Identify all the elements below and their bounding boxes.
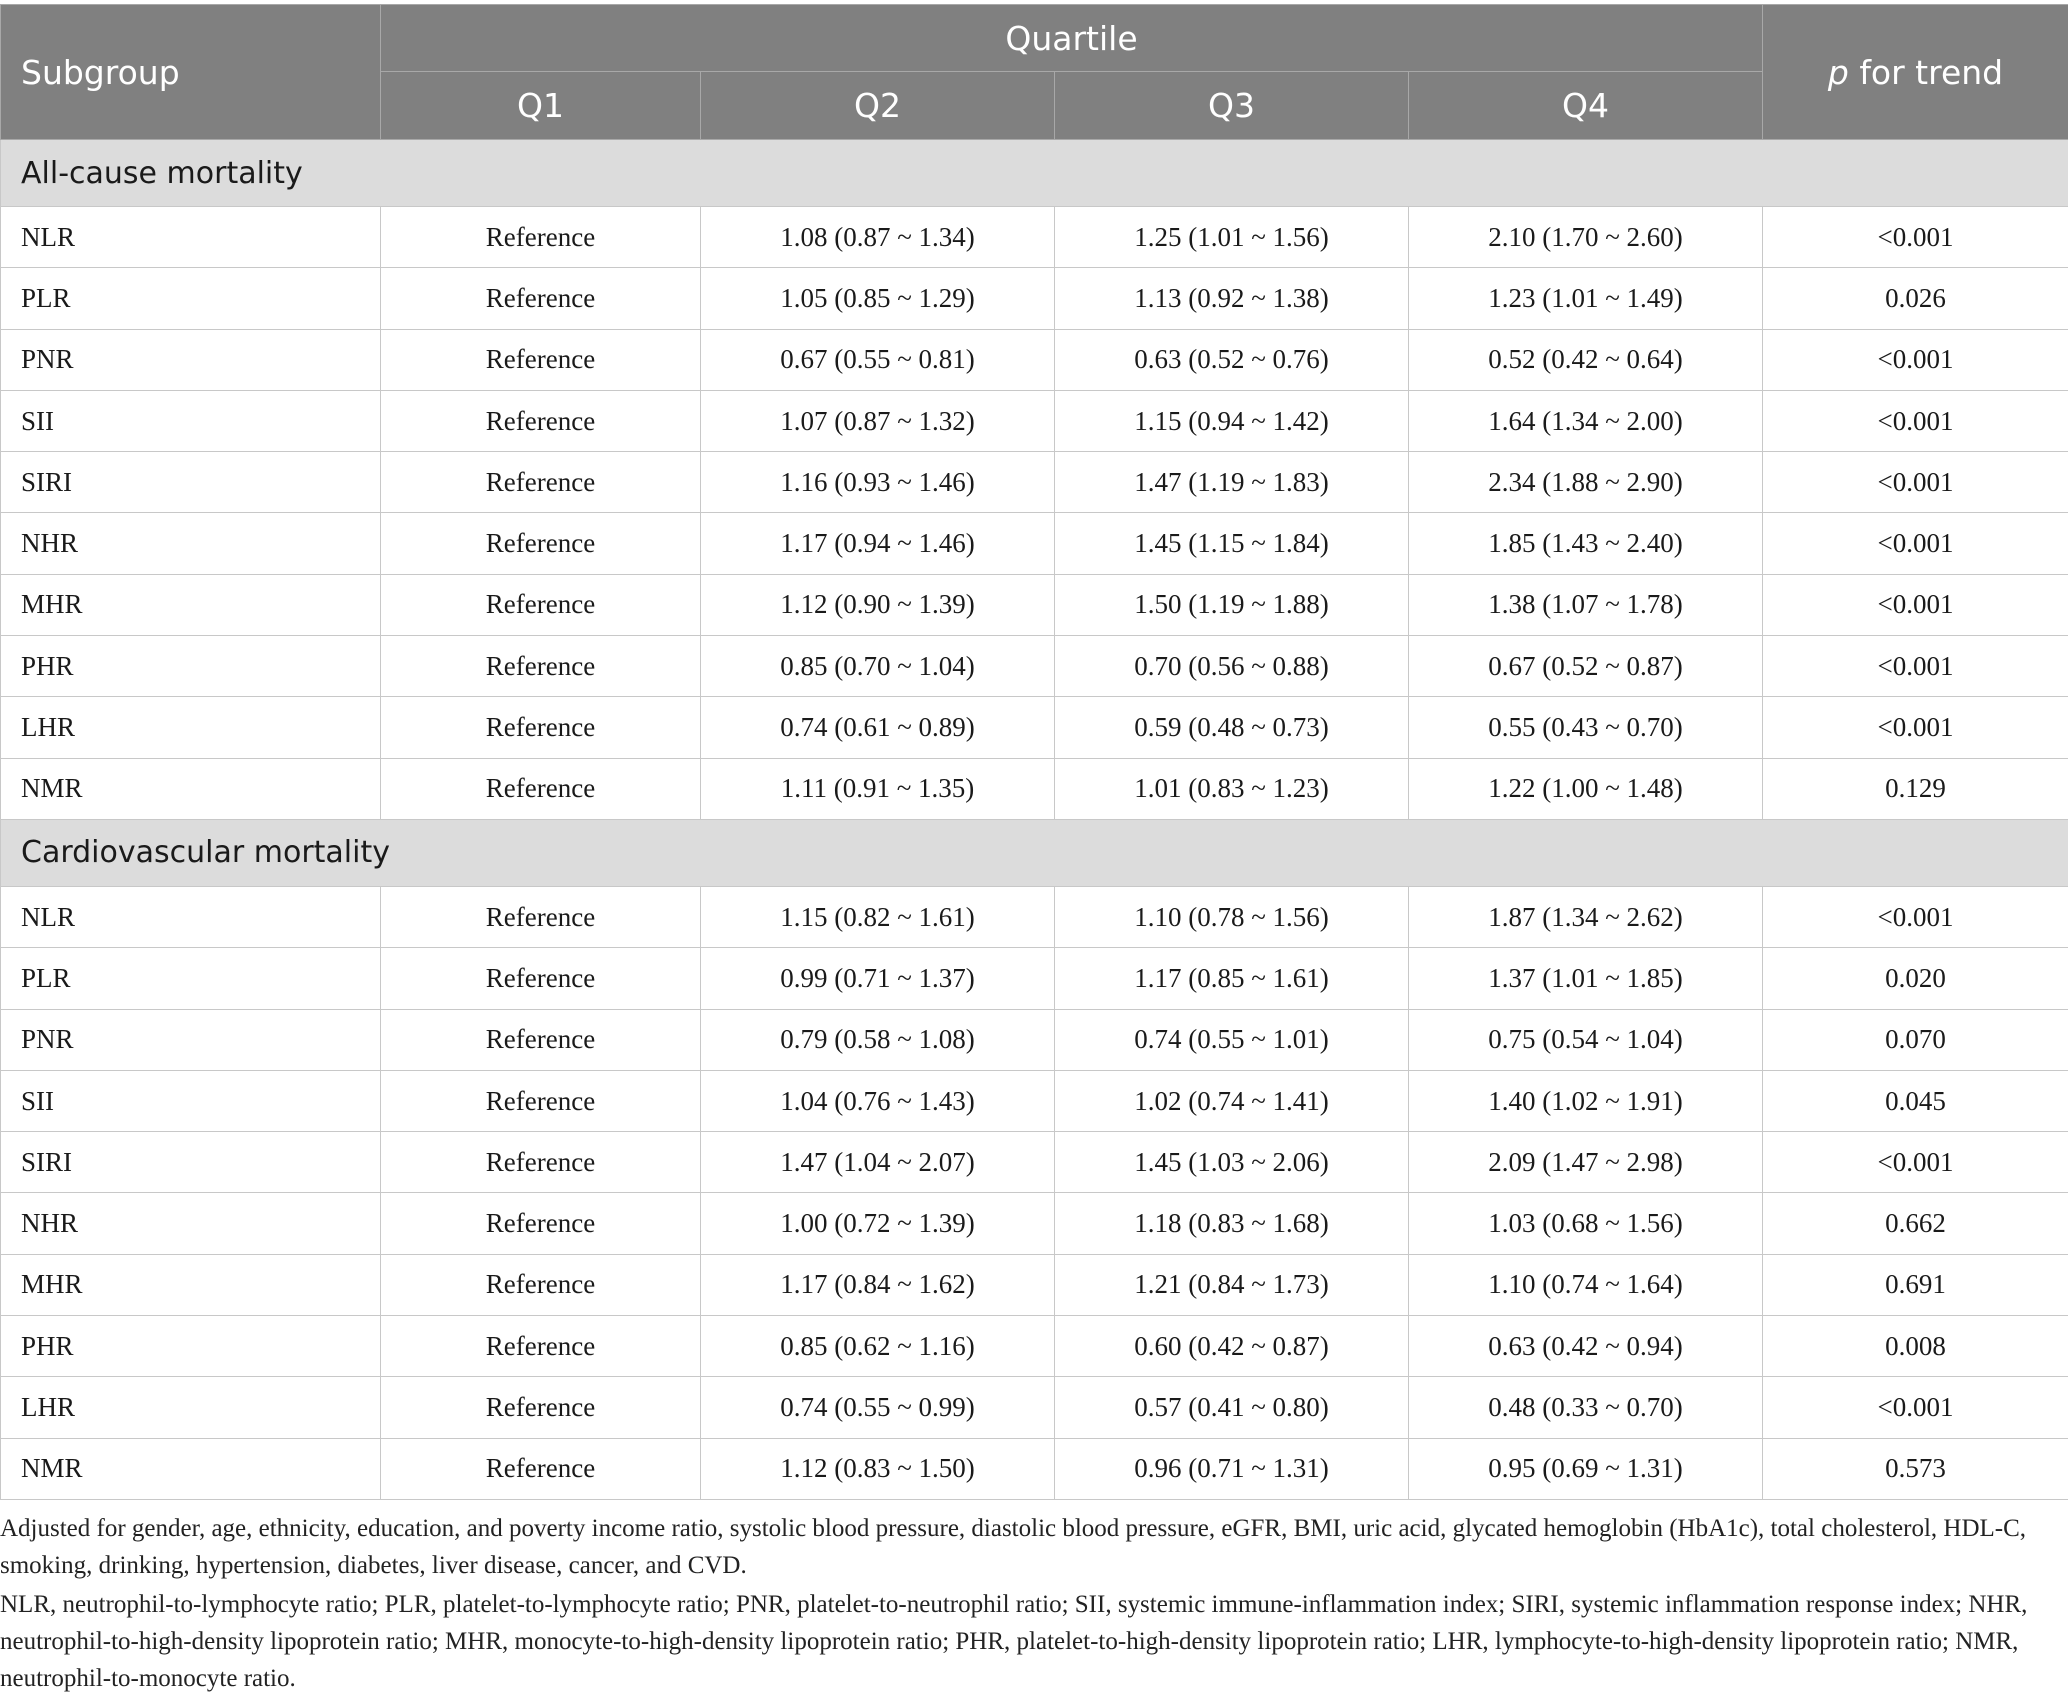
q2-cell: 0.85 (0.70 ~ 1.04) bbox=[701, 636, 1055, 697]
p-trend-cell: <0.001 bbox=[1763, 1377, 2068, 1438]
q4-cell: 1.37 (1.01 ~ 1.85) bbox=[1409, 948, 1763, 1009]
p-trend-cell: <0.001 bbox=[1763, 1132, 2068, 1193]
q2-cell: 0.74 (0.61 ~ 0.89) bbox=[701, 697, 1055, 758]
table-row bbox=[1, 697, 2068, 758]
q3-cell: 0.70 (0.56 ~ 0.88) bbox=[1055, 636, 1409, 697]
p-trend-cell: 0.662 bbox=[1763, 1193, 2068, 1254]
subgroup-cell: NMR bbox=[1, 758, 381, 819]
q1-cell: Reference bbox=[381, 1132, 701, 1193]
q2-cell: 1.17 (0.94 ~ 1.46) bbox=[701, 513, 1055, 574]
q2-cell: 1.15 (0.82 ~ 1.61) bbox=[701, 886, 1055, 947]
subgroup-cell: NLR bbox=[1, 207, 381, 268]
header-quartile: Quartile bbox=[381, 5, 1763, 72]
q4-cell: 0.75 (0.54 ~ 1.04) bbox=[1409, 1009, 1763, 1070]
q4-cell: 0.48 (0.33 ~ 0.70) bbox=[1409, 1377, 1763, 1438]
q3-cell: 0.74 (0.55 ~ 1.01) bbox=[1055, 1009, 1409, 1070]
subgroup-cell: SIRI bbox=[1, 452, 381, 513]
q1-cell: Reference bbox=[381, 329, 701, 390]
q1-cell: Reference bbox=[381, 1438, 701, 1499]
q1-cell: Reference bbox=[381, 1377, 701, 1438]
subgroup-cell: PNR bbox=[1, 329, 381, 390]
q4-cell: 1.23 (1.01 ~ 1.49) bbox=[1409, 268, 1763, 329]
q2-cell: 0.85 (0.62 ~ 1.16) bbox=[701, 1316, 1055, 1377]
table-row bbox=[1, 574, 2068, 635]
q2-cell: 1.12 (0.90 ~ 1.39) bbox=[701, 574, 1055, 635]
results-table-container bbox=[0, 4, 2068, 1500]
table-row bbox=[1, 1316, 2068, 1377]
subgroup-cell: SII bbox=[1, 390, 381, 451]
p-trend-cell: <0.001 bbox=[1763, 886, 2068, 947]
q1-cell: Reference bbox=[381, 886, 701, 947]
q1-cell: Reference bbox=[381, 1254, 701, 1315]
q2-cell: 1.05 (0.85 ~ 1.29) bbox=[701, 268, 1055, 329]
p-trend-cell: <0.001 bbox=[1763, 697, 2068, 758]
q1-cell: Reference bbox=[381, 513, 701, 574]
table-row bbox=[1, 268, 2068, 329]
table-row bbox=[1, 758, 2068, 819]
p-trend-cell: 0.020 bbox=[1763, 948, 2068, 1009]
p-trend-cell: <0.001 bbox=[1763, 452, 2068, 513]
q3-cell: 1.02 (0.74 ~ 1.41) bbox=[1055, 1070, 1409, 1131]
section-title: All-cause mortality bbox=[1, 140, 2068, 207]
table-body bbox=[1, 140, 2068, 1500]
q2-cell: 0.99 (0.71 ~ 1.37) bbox=[701, 948, 1055, 1009]
footnote-abbreviations: NLR, neutrophil-to-lymphocyte ratio; PLR, platelet-to-lymphocyte ratio; PNR, platelet-to-neutrophil ratio; SII, systemic immune-inflammation index; SIRI, systemic inflammation response index; NHR, neutrophil-to-high-density lipoprotein ratio; MHR, monocyte-to-high-density lipoprotein ratio; PHR, platelet-to-high-density lipoprotein ratio; LHR, lymphocyte-to-high-density lipoprotein ratio; NMR, neutrophil-to-monocyte ratio. bbox=[0, 1591, 2028, 1692]
footnote-adjustment: Adjusted for gender, age, ethnicity, education, and poverty income ratio, systolic blood pressure, diastolic blood pressure, eGFR, BMI, uric acid, glycated hemoglobin (HbA1c), total cholesterol, HDL-C, smoking, drinking, hypertension, diabetes, liver disease, cancer, and CVD. bbox=[0, 1515, 2027, 1579]
table-footnotes bbox=[0, 1510, 2050, 1697]
subgroup-cell: PHR bbox=[1, 1316, 381, 1377]
q4-cell: 0.95 (0.69 ~ 1.31) bbox=[1409, 1438, 1763, 1499]
table-row bbox=[1, 886, 2068, 947]
p-trend-cell: <0.001 bbox=[1763, 390, 2068, 451]
header-q2: Q2 bbox=[701, 72, 1055, 140]
p-trend-cell: <0.001 bbox=[1763, 207, 2068, 268]
q2-cell: 1.17 (0.84 ~ 1.62) bbox=[701, 1254, 1055, 1315]
table-row bbox=[1, 207, 2068, 268]
p-trend-cell: 0.045 bbox=[1763, 1070, 2068, 1131]
header-q4: Q4 bbox=[1409, 72, 1763, 140]
q1-cell: Reference bbox=[381, 574, 701, 635]
q3-cell: 1.45 (1.15 ~ 1.84) bbox=[1055, 513, 1409, 574]
q1-cell: Reference bbox=[381, 636, 701, 697]
q4-cell: 0.55 (0.43 ~ 0.70) bbox=[1409, 697, 1763, 758]
subgroup-cell: PLR bbox=[1, 268, 381, 329]
q2-cell: 1.08 (0.87 ~ 1.34) bbox=[701, 207, 1055, 268]
p-trend-cell: 0.070 bbox=[1763, 1009, 2068, 1070]
header-p-for-trend bbox=[1763, 5, 2068, 140]
p-trend-cell: 0.026 bbox=[1763, 268, 2068, 329]
q4-cell: 1.64 (1.34 ~ 2.00) bbox=[1409, 390, 1763, 451]
q4-cell: 1.85 (1.43 ~ 2.40) bbox=[1409, 513, 1763, 574]
table-row bbox=[1, 1070, 2068, 1131]
q3-cell: 1.17 (0.85 ~ 1.61) bbox=[1055, 948, 1409, 1009]
q3-cell: 1.01 (0.83 ~ 1.23) bbox=[1055, 758, 1409, 819]
subgroup-cell: NLR bbox=[1, 886, 381, 947]
q2-cell: 0.79 (0.58 ~ 1.08) bbox=[701, 1009, 1055, 1070]
q4-cell: 2.09 (1.47 ~ 2.98) bbox=[1409, 1132, 1763, 1193]
section-title: Cardiovascular mortality bbox=[1, 819, 2068, 886]
subgroup-cell: SIRI bbox=[1, 1132, 381, 1193]
table-row bbox=[1, 390, 2068, 451]
p-trend-cell: <0.001 bbox=[1763, 513, 2068, 574]
q3-cell: 1.18 (0.83 ~ 1.68) bbox=[1055, 1193, 1409, 1254]
q4-cell: 1.22 (1.00 ~ 1.48) bbox=[1409, 758, 1763, 819]
table-row bbox=[1, 1193, 2068, 1254]
q3-cell: 0.63 (0.52 ~ 0.76) bbox=[1055, 329, 1409, 390]
subgroup-cell: NHR bbox=[1, 1193, 381, 1254]
q4-cell: 0.52 (0.42 ~ 0.64) bbox=[1409, 329, 1763, 390]
q1-cell: Reference bbox=[381, 452, 701, 513]
q1-cell: Reference bbox=[381, 207, 701, 268]
q4-cell: 1.38 (1.07 ~ 1.78) bbox=[1409, 574, 1763, 635]
q2-cell: 1.00 (0.72 ~ 1.39) bbox=[701, 1193, 1055, 1254]
subgroup-cell: NHR bbox=[1, 513, 381, 574]
p-trend-cell: 0.129 bbox=[1763, 758, 2068, 819]
table-row bbox=[1, 1377, 2068, 1438]
q4-cell: 0.67 (0.52 ~ 0.87) bbox=[1409, 636, 1763, 697]
p-trend-cell: <0.001 bbox=[1763, 329, 2068, 390]
p-trend-cell: <0.001 bbox=[1763, 574, 2068, 635]
p-trend-cell: 0.691 bbox=[1763, 1254, 2068, 1315]
table-row bbox=[1, 1254, 2068, 1315]
subgroup-cell: LHR bbox=[1, 1377, 381, 1438]
q3-cell: 1.21 (0.84 ~ 1.73) bbox=[1055, 1254, 1409, 1315]
table-row bbox=[1, 329, 2068, 390]
q1-cell: Reference bbox=[381, 1193, 701, 1254]
table-row bbox=[1, 513, 2068, 574]
q4-cell: 1.10 (0.74 ~ 1.64) bbox=[1409, 1254, 1763, 1315]
q3-cell: 1.10 (0.78 ~ 1.56) bbox=[1055, 886, 1409, 947]
header-q3: Q3 bbox=[1055, 72, 1409, 140]
q2-cell: 1.04 (0.76 ~ 1.43) bbox=[701, 1070, 1055, 1131]
table-header bbox=[1, 5, 2068, 140]
section-header-row bbox=[1, 819, 2068, 886]
q3-cell: 1.45 (1.03 ~ 2.06) bbox=[1055, 1132, 1409, 1193]
subgroup-cell: LHR bbox=[1, 697, 381, 758]
q3-cell: 1.15 (0.94 ~ 1.42) bbox=[1055, 390, 1409, 451]
q4-cell: 2.34 (1.88 ~ 2.90) bbox=[1409, 452, 1763, 513]
q3-cell: 1.25 (1.01 ~ 1.56) bbox=[1055, 207, 1409, 268]
subgroup-cell: PNR bbox=[1, 1009, 381, 1070]
table-row bbox=[1, 636, 2068, 697]
p-trend-cell: 0.008 bbox=[1763, 1316, 2068, 1377]
table-row bbox=[1, 948, 2068, 1009]
subgroup-cell: NMR bbox=[1, 1438, 381, 1499]
q3-cell: 0.60 (0.42 ~ 0.87) bbox=[1055, 1316, 1409, 1377]
p-trend-cell: 0.573 bbox=[1763, 1438, 2068, 1499]
subgroup-cell: PHR bbox=[1, 636, 381, 697]
q2-cell: 1.47 (1.04 ~ 2.07) bbox=[701, 1132, 1055, 1193]
table-row bbox=[1, 452, 2068, 513]
q1-cell: Reference bbox=[381, 948, 701, 1009]
q2-cell: 1.11 (0.91 ~ 1.35) bbox=[701, 758, 1055, 819]
header-subgroup: Subgroup bbox=[1, 5, 381, 140]
table-row bbox=[1, 1438, 2068, 1499]
p-trend-cell: <0.001 bbox=[1763, 636, 2068, 697]
q3-cell: 0.57 (0.41 ~ 0.80) bbox=[1055, 1377, 1409, 1438]
hazard-ratio-table bbox=[0, 4, 2068, 1500]
table-row bbox=[1, 1132, 2068, 1193]
q3-cell: 0.59 (0.48 ~ 0.73) bbox=[1055, 697, 1409, 758]
header-q1: Q1 bbox=[381, 72, 701, 140]
q2-cell: 1.07 (0.87 ~ 1.32) bbox=[701, 390, 1055, 451]
header-p-italic: p bbox=[1827, 52, 1849, 92]
q1-cell: Reference bbox=[381, 390, 701, 451]
q2-cell: 0.67 (0.55 ~ 0.81) bbox=[701, 329, 1055, 390]
q2-cell: 1.12 (0.83 ~ 1.50) bbox=[701, 1438, 1055, 1499]
q4-cell: 2.10 (1.70 ~ 2.60) bbox=[1409, 207, 1763, 268]
q3-cell: 0.96 (0.71 ~ 1.31) bbox=[1055, 1438, 1409, 1499]
q4-cell: 1.03 (0.68 ~ 1.56) bbox=[1409, 1193, 1763, 1254]
q2-cell: 0.74 (0.55 ~ 0.99) bbox=[701, 1377, 1055, 1438]
section-header-row bbox=[1, 140, 2068, 207]
subgroup-cell: MHR bbox=[1, 574, 381, 635]
subgroup-cell: PLR bbox=[1, 948, 381, 1009]
q4-cell: 1.87 (1.34 ~ 2.62) bbox=[1409, 886, 1763, 947]
q1-cell: Reference bbox=[381, 1316, 701, 1377]
table-row bbox=[1, 1009, 2068, 1070]
q4-cell: 1.40 (1.02 ~ 1.91) bbox=[1409, 1070, 1763, 1131]
q1-cell: Reference bbox=[381, 697, 701, 758]
subgroup-cell: SII bbox=[1, 1070, 381, 1131]
q1-cell: Reference bbox=[381, 758, 701, 819]
q4-cell: 0.63 (0.42 ~ 0.94) bbox=[1409, 1316, 1763, 1377]
q3-cell: 1.50 (1.19 ~ 1.88) bbox=[1055, 574, 1409, 635]
q1-cell: Reference bbox=[381, 1009, 701, 1070]
subgroup-cell: MHR bbox=[1, 1254, 381, 1315]
q3-cell: 1.47 (1.19 ~ 1.83) bbox=[1055, 452, 1409, 513]
q1-cell: Reference bbox=[381, 268, 701, 329]
q2-cell: 1.16 (0.93 ~ 1.46) bbox=[701, 452, 1055, 513]
q3-cell: 1.13 (0.92 ~ 1.38) bbox=[1055, 268, 1409, 329]
header-p-rest: for trend bbox=[1848, 52, 2004, 92]
q1-cell: Reference bbox=[381, 1070, 701, 1131]
